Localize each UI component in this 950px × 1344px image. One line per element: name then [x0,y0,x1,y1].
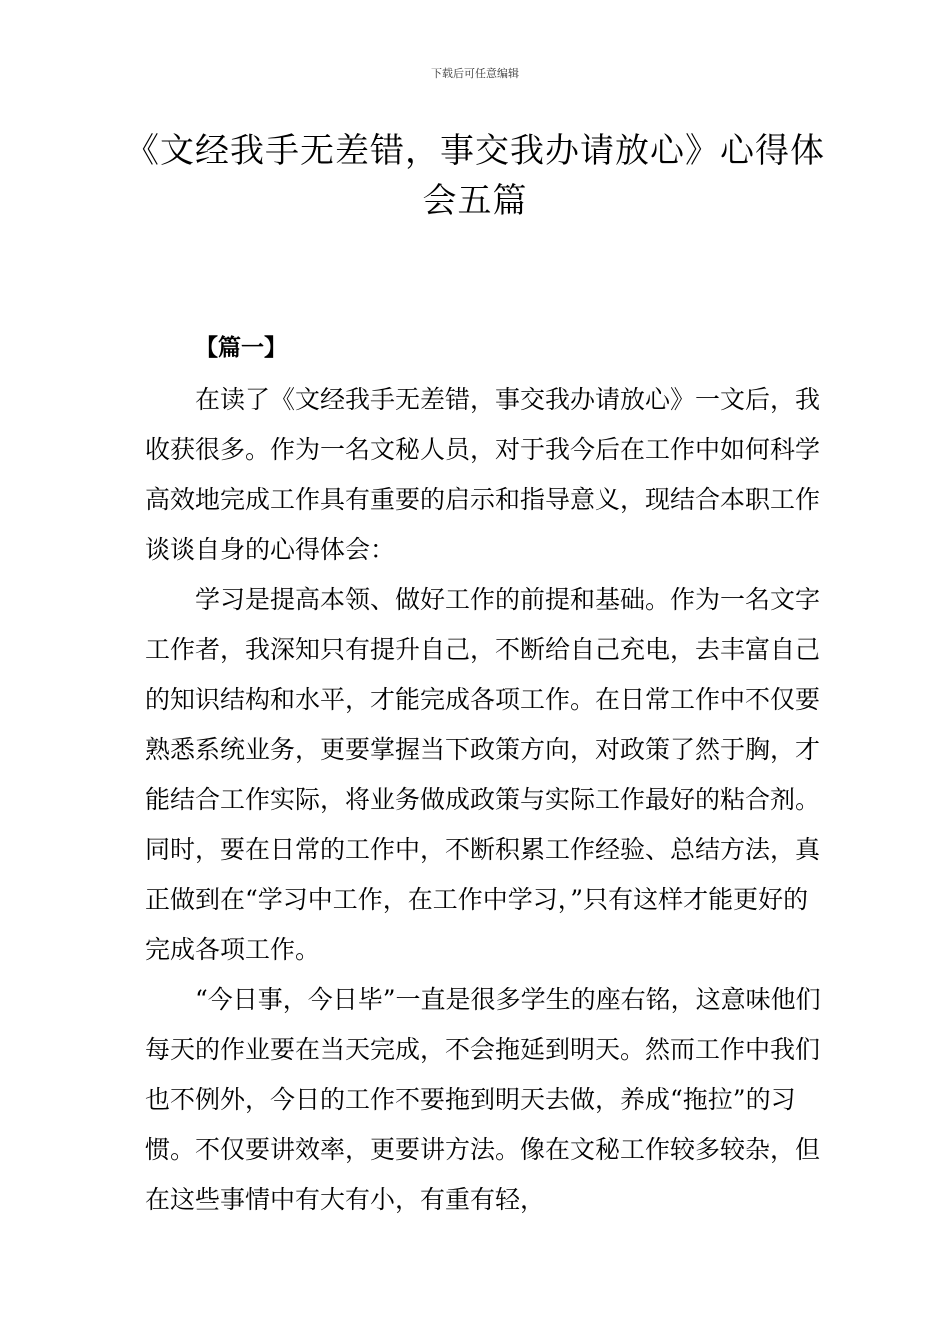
section-heading: 【篇一】 [195,335,287,361]
paragraph-1: 在读了《文经我手无差错，事交我办请放心》一文后，我收获很多。作为一名文秘人员，对于我今后在工作中如何科学高效地完成工作具有重要的启示和指导意义，现结合本职工作谈谈自身的心得体会： [145,385,821,564]
paragraph-2: 学习是提高本领、做好工作的前提和基础。作为一名文字工作者，我深知只有提升自己，不断给自己充电，去丰富自己的知识结构和水平，才能完成各项工作。在日常工作中不仅要熟悉系统业务，更要掌握当下政策方向，对政策了然于胸，才能结合工作实际，将业务做成政策与实际工作最好的粘合剂。同时，要在日常的工作中，不断积累工作经验、总结方法，真正做到在“学习中工作，在工作中学习，”只有这样才能更好的完成各项工作。 [145,585,821,964]
document-body [145,375,825,1225]
page-header-note: 下载后可任意编辑 [431,67,519,80]
document-title: 《文经我手无差错，事交我办请放心》心得体会五篇 [125,131,825,221]
paragraph-3: “今日事，今日毕”一直是很多学生的座右铭，这意味他们每天的作业要在当天完成，不会拖延到明天。然而工作中我们也不例外，今日的工作不要拖到明天去做，养成“拖拉”的习惯。不仅要讲效率，更要讲方法。像在文秘工作较多较杂，但在这些事情中有大有小，有重有轻， [145,985,821,1214]
